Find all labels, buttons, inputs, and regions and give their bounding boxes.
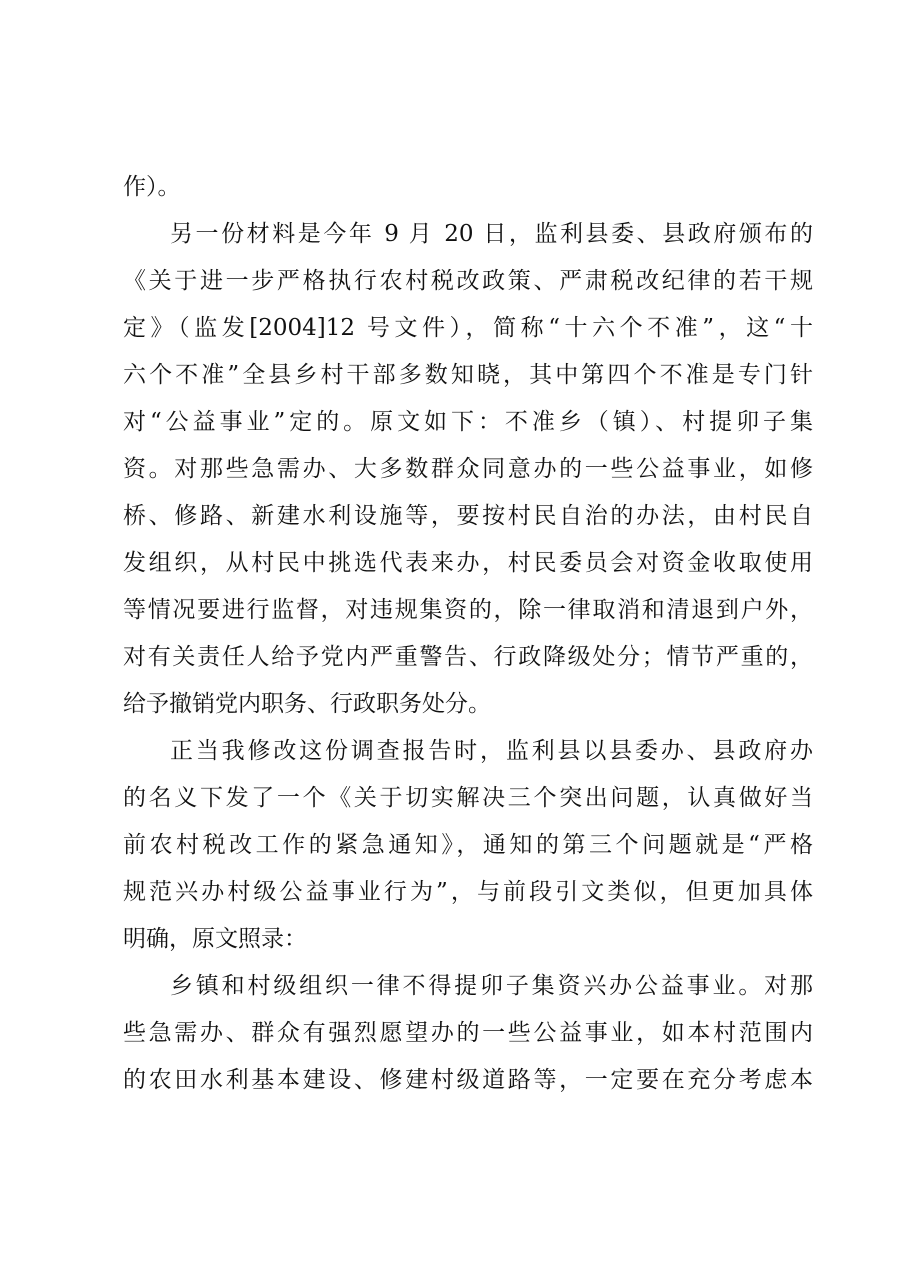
paragraph-2-line-1: 另一份材料是今年 9 月 20 日，监利县委、县政府颁布的 <box>170 221 813 247</box>
paragraph-3-line-1: 正当我修改这份调查报告时，监利县以县委办、县政府办 <box>170 738 813 764</box>
paragraph-2-line-11: 给予撤销党内职务、行政职务处分。 <box>123 691 491 717</box>
paragraph-2-line-7: 桥、修路、新建水利设施等，要按村民自治的办法，由村民自 <box>123 503 813 529</box>
paragraph-4-line-1: 乡镇和村级组织一律不得提卯子集资兴办公益事业。对那 <box>170 973 813 999</box>
paragraph-2-line-5: 对“公益事业”定的。原文如下：不准乡（镇）、村提卯子集 <box>123 409 813 435</box>
paragraph-2-line-3: 定》（监发[2004]12 号文件），简称“十六个不准”，这“十 <box>123 315 813 341</box>
paragraph-2-line-2: 《关于进一步严格执行农村税改政策、严肃税改纪律的若干规 <box>123 268 813 294</box>
paragraph-2-line-8: 发组织，从村民中挑选代表来办，村民委员会对资金收取使用 <box>123 550 813 576</box>
paragraph-4-line-2: 些急需办、群众有强烈愿望办的一些公益事业，如本村范围内 <box>123 1020 813 1046</box>
document-body <box>123 164 813 1104</box>
paragraph-4-line-3: 的农田水利基本建设、修建村级道路等，一定要在充分考虑本 <box>123 1067 813 1093</box>
paragraph-3-line-3: 前农村税改工作的紧急通知》，通知的第三个问题就是“严格 <box>123 832 813 858</box>
paragraph-2-line-9: 等情况要进行监督，对违规集资的，除一律取消和清退到户外， <box>123 597 813 623</box>
paragraph-3-line-5: 明确，原文照录： <box>123 926 307 952</box>
paragraph-3-line-2: 的名义下发了一个《关于切实解决三个突出问题，认真做好当 <box>123 785 813 811</box>
paragraph-1-line-1: 作）。 <box>123 174 181 200</box>
paragraph-2-line-6: 资。对那些急需办、大多数群众同意办的一些公益事业，如修 <box>123 456 813 482</box>
paragraph-2-line-10: 对有关责任人给予党内严重警告、行政降级处分；情节严重的， <box>123 644 813 670</box>
paragraph-2-line-4: 六个不准”全县乡村干部多数知晓，其中第四个不准是专门针 <box>123 362 813 388</box>
paragraph-3-line-4: 规范兴办村级公益事业行为”，与前段引文类似，但更加具体 <box>123 879 813 905</box>
